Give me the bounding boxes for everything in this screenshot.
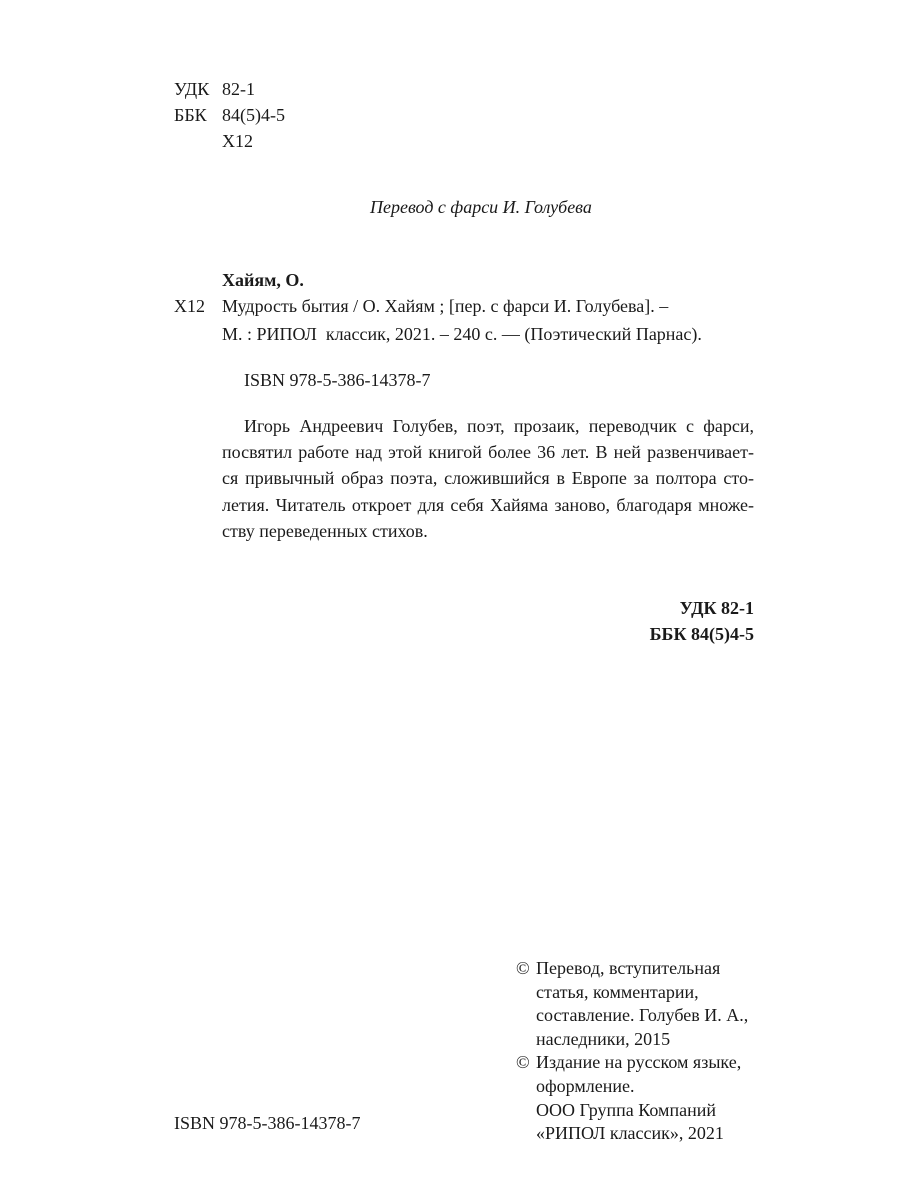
right-udk: УДК 82-1	[679, 598, 754, 618]
cutter-mark: Х12	[174, 296, 205, 316]
copyright-line: Перевод, вступительная	[536, 958, 721, 978]
copyright-line: составление. Голубев И. А.,	[536, 1005, 749, 1026]
copyright-entry-translation	[516, 957, 748, 1051]
udk-value: 82-1	[222, 79, 255, 99]
annotation-line: ству переведенных стихов.	[222, 520, 428, 541]
isbn-bottom: ISBN 978-5-386-14378-7	[174, 1113, 361, 1133]
copyright-line: оформление.	[536, 1075, 635, 1096]
bbk-label: ББК	[174, 105, 207, 125]
annotation-line: ся привычный образ поэта, сложившийся в Европе за полтора сто-	[222, 468, 754, 489]
translator-note: Перевод с фарси И. Голубева	[370, 197, 592, 217]
classification-block	[174, 76, 285, 154]
copyright-entry-edition	[516, 1051, 748, 1145]
title-line: Мудрость бытия / О. Хайям ; [пер. с фарси И. Голубева]. –	[222, 296, 669, 316]
udk-row	[174, 76, 285, 102]
author-mark: Х12	[222, 131, 253, 151]
right-classification	[650, 595, 754, 647]
annotation-line: посвятил работе над этой книгой более 36 лет. В ней развенчивает-	[222, 442, 754, 463]
copyright-block	[516, 957, 748, 1146]
imprint-line: М. : РИПОЛ классик, 2021. – 240 с. — (Поэтический Парнас).	[222, 324, 702, 344]
annotation-line: Игорь Андреевич Голубев, поэт, прозаик, переводчик с фарси,	[244, 416, 754, 436]
bbk-value: 84(5)4-5	[222, 105, 285, 125]
author-heading: Хайям, О.	[222, 270, 304, 290]
copyright-line: ООО Группа Компаний	[536, 1099, 716, 1120]
copyright-symbol: ©	[516, 1052, 530, 1073]
udk-label: УДК	[174, 79, 210, 99]
annotation	[222, 413, 754, 544]
annotation-line: летия. Читатель откроет для себя Хайяма заново, благодаря множе-	[222, 494, 754, 515]
right-bbk: ББК 84(5)4-5	[649, 624, 754, 644]
copyright-line: наследники, 2015	[536, 1028, 671, 1049]
bbk-row	[174, 102, 285, 128]
copyright-line: статья, комментарии,	[536, 981, 699, 1002]
copyright-line: «РИПОЛ классик», 2021	[536, 1123, 724, 1144]
copyright-symbol: ©	[516, 958, 530, 978]
isbn-record: ISBN 978-5-386-14378-7	[244, 370, 431, 390]
author-mark-row	[174, 128, 285, 154]
copyright-line: Издание на русском языке,	[536, 1052, 742, 1073]
